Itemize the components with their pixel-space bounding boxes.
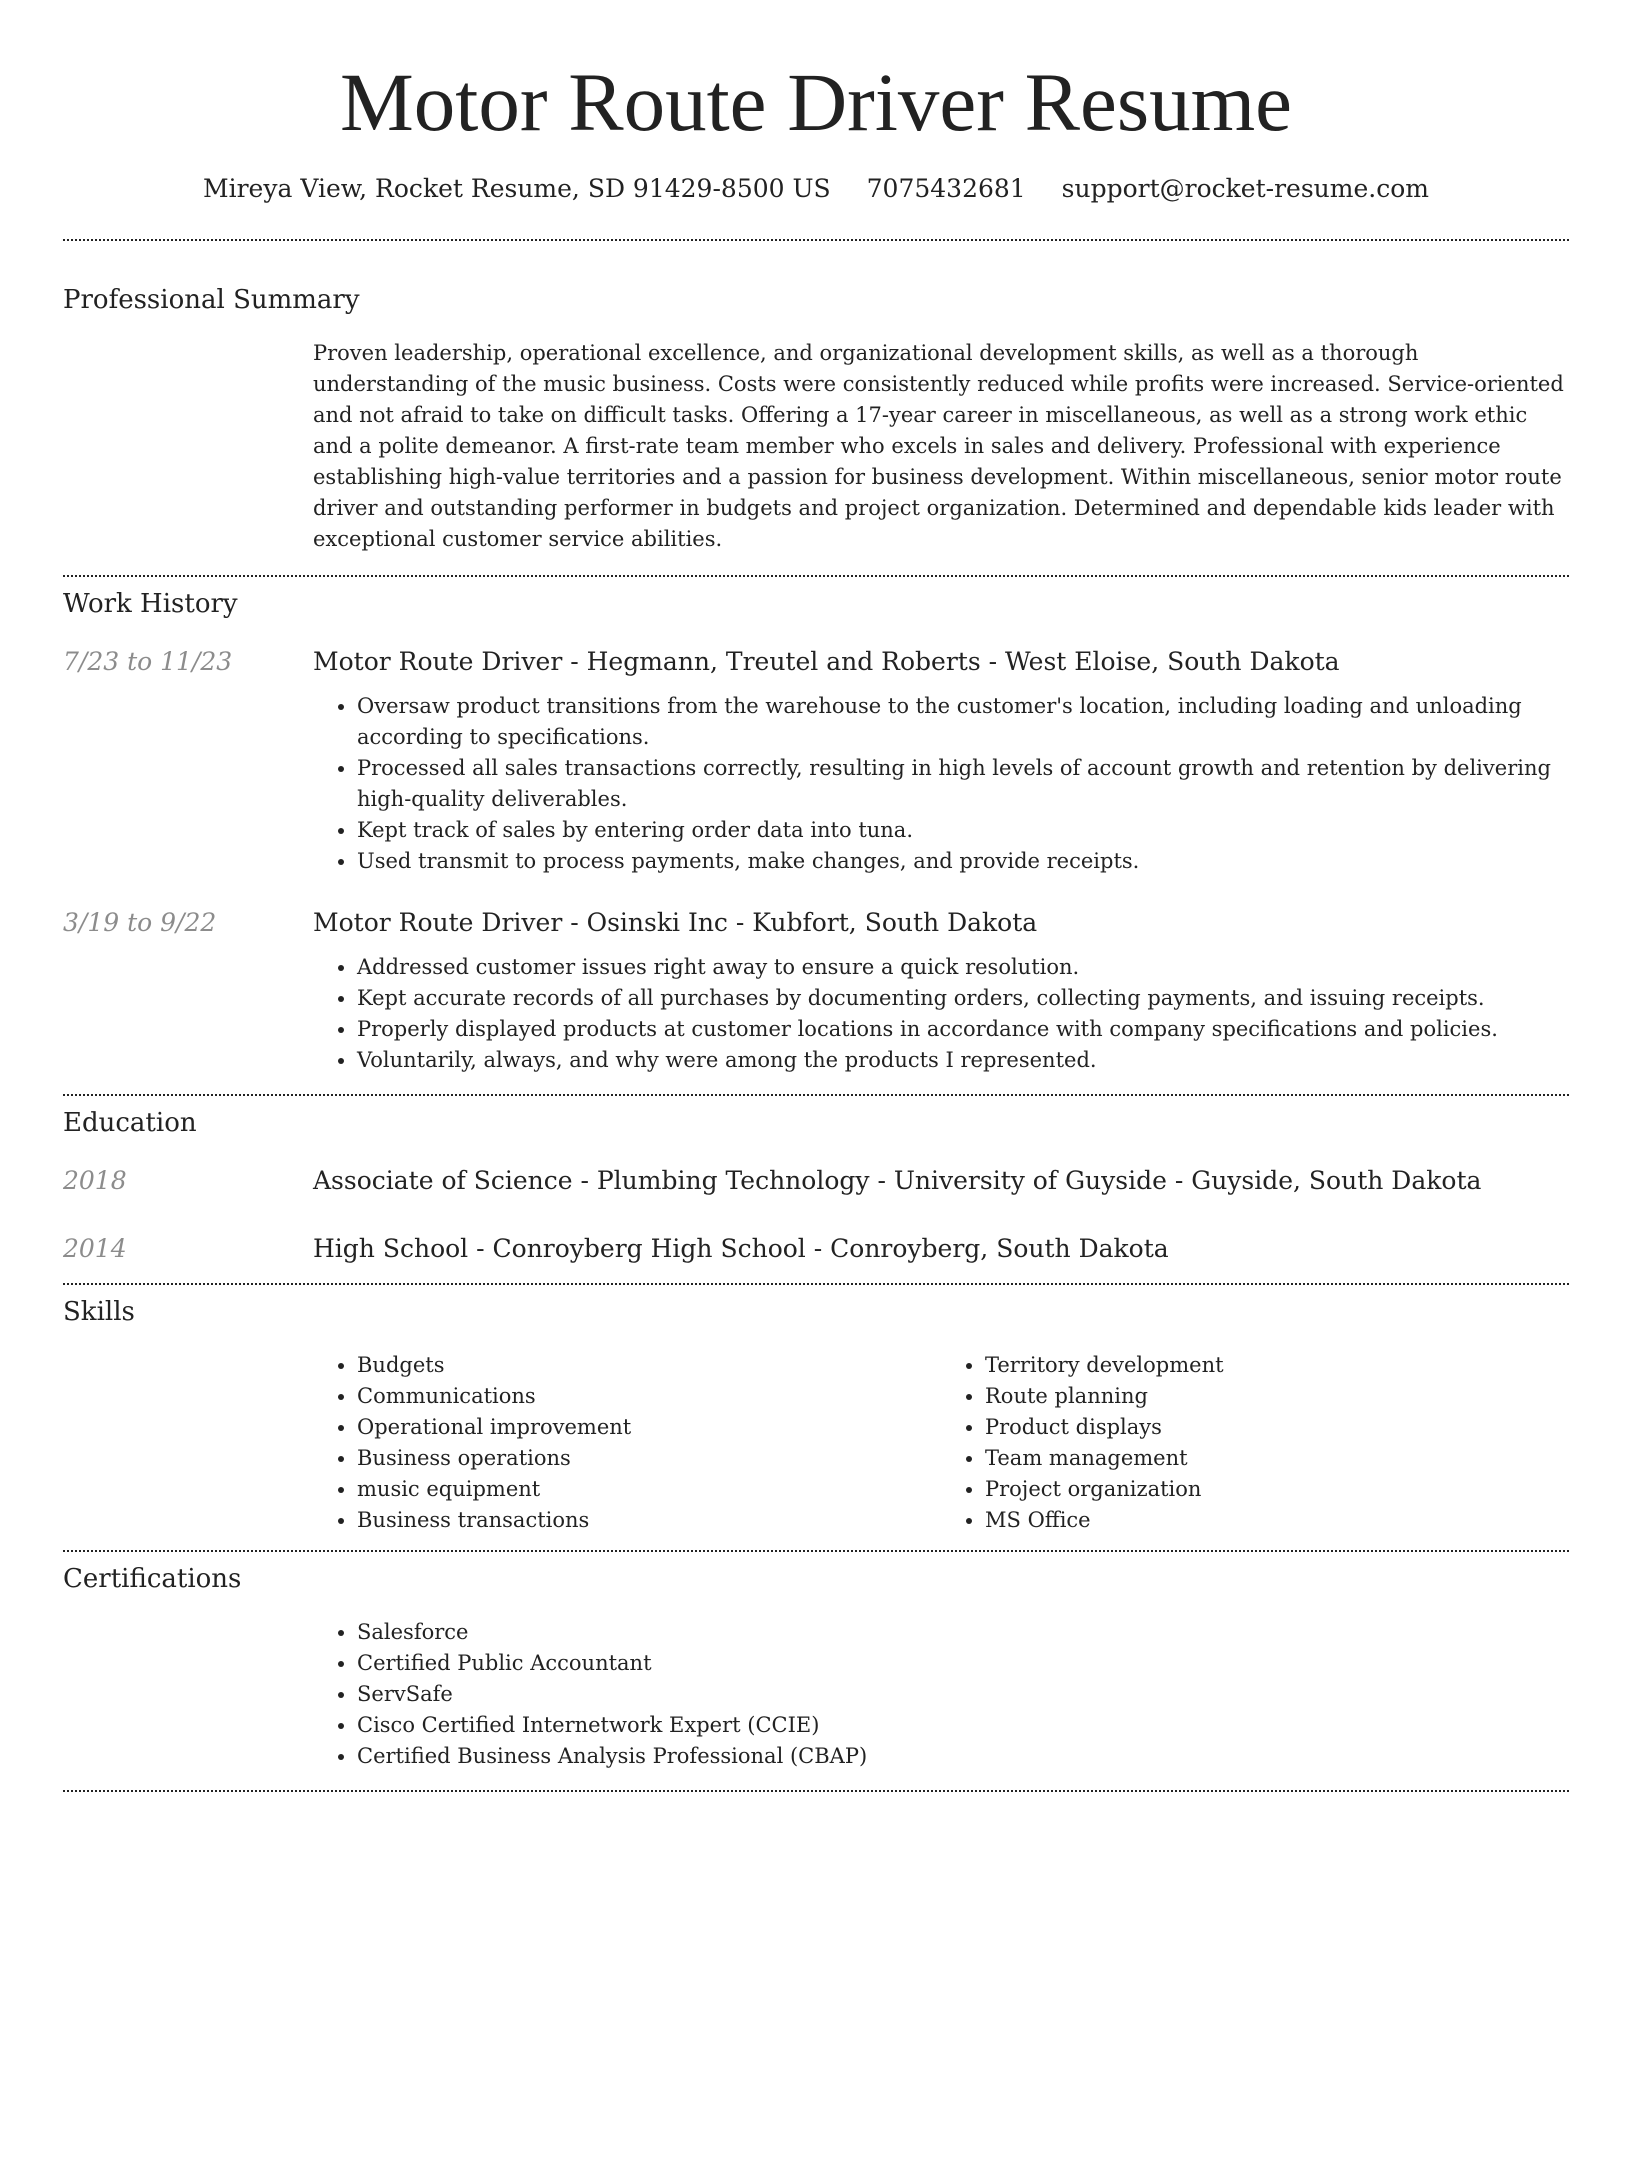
list-item: • Product displays <box>985 1412 1569 1443</box>
skills-section <box>63 1296 1569 1536</box>
divider <box>63 1283 1569 1285</box>
list-item: • Used transmit to process payments, make changes, and provide receipts. <box>357 846 1569 877</box>
section-heading: Certifications <box>63 1564 242 1594</box>
list-item: • Business transactions <box>357 1505 941 1536</box>
education-detail: High School - Conroyberg High School - Conroyberg, South Dakota <box>313 1234 1169 1263</box>
list-item: • Oversaw product transitions from the warehouse to the customer's location, including loading and unloading according to specifications. <box>357 691 1569 753</box>
education-detail: Associate of Science - Plumbing Technology - University of Guyside - Guyside, South Dakota <box>313 1166 1482 1195</box>
resume-page <box>0 52 1632 2164</box>
list-item: • Cisco Certified Internetwork Expert (CCIE) <box>357 1710 1569 1741</box>
education-entry <box>63 1233 1569 1265</box>
divider <box>63 1094 1569 1096</box>
contact-address: Mireya View, Rocket Resume, SD 91429-8500 US <box>203 174 831 203</box>
list-item: • Business operations <box>357 1443 941 1474</box>
contact-email: support@rocket-resume.com <box>1061 174 1429 203</box>
list-item: • music equipment <box>357 1474 941 1505</box>
list-item: • MS Office <box>985 1505 1569 1536</box>
list-item: • Team management <box>985 1443 1569 1474</box>
list-item: • Kept track of sales by entering order data into tuna. <box>357 815 1569 846</box>
section-heading: Skills <box>63 1297 135 1327</box>
list-item: • Communications <box>357 1381 941 1412</box>
work-history-section <box>63 588 1569 1076</box>
job-dates: 7/23 to 11/23 <box>63 647 233 676</box>
certifications-list <box>313 1617 1569 1772</box>
list-item: • Voluntarily, always, and why were among the products I represented. <box>357 1045 1569 1076</box>
skills-list-right <box>941 1350 1569 1536</box>
job-bullets <box>313 952 1569 1076</box>
job-entry <box>63 646 1569 877</box>
list-item: • Addressed customer issues right away to ensure a quick resolution. <box>357 952 1569 983</box>
education-entry <box>63 1165 1569 1197</box>
divider <box>63 1790 1569 1792</box>
job-title: Motor Route Driver - Osinski Inc - Kubfort, South Dakota <box>313 908 1038 937</box>
divider <box>63 575 1569 577</box>
list-item: • Processed all sales transactions correctly, resulting in high levels of account growth and retention by delivering high-quality deliverables. <box>357 753 1569 815</box>
contact-info <box>63 172 1569 206</box>
list-item: • Certified Public Accountant <box>357 1648 1569 1679</box>
contact-phone: 7075432681 <box>866 174 1026 203</box>
skills-grid <box>313 1350 1569 1536</box>
summary-text: Proven leadership, operational excellence, and organizational development skills, as well as a thorough understanding of the music business. Costs were consistently reduced while profits were increased. Service-oriented and not afraid to take on difficult tasks. Offering a 17-year career in miscellaneous, as well as a strong work ethic and a polite demeanor. A first-rate team member who excels in sales and delivery. Professional with experience establishing high-value territories and a passion for business development. Within miscellaneous, senior motor route driver and outstanding performer in budgets and project organization. Determined and dependable kids leader with exceptional customer service abilities. <box>313 341 1564 551</box>
job-title: Motor Route Driver - Hegmann, Treutel and Roberts - West Eloise, South Dakota <box>313 647 1340 676</box>
skills-list-left <box>313 1350 941 1536</box>
list-item: • Properly displayed products at customer locations in accordance with company specifications and policies. <box>357 1014 1569 1045</box>
list-item: • Budgets <box>357 1350 941 1381</box>
education-year: 2018 <box>63 1166 127 1195</box>
section-heading: Education <box>63 1108 197 1138</box>
education-year: 2014 <box>63 1234 127 1263</box>
certifications-section <box>63 1563 1569 1772</box>
resume-title: Motor Route Driver Resume <box>339 56 1293 148</box>
section-heading: Work History <box>63 589 238 619</box>
list-item: • Salesforce <box>357 1617 1569 1648</box>
divider <box>63 239 1569 241</box>
list-item: • Kept accurate records of all purchases by documenting orders, collecting payments, and issuing receipts. <box>357 983 1569 1014</box>
section-heading: Professional Summary <box>63 285 360 315</box>
list-item: • Route planning <box>985 1381 1569 1412</box>
job-dates: 3/19 to 9/22 <box>63 908 217 937</box>
list-item: • Project organization <box>985 1474 1569 1505</box>
divider <box>63 1550 1569 1552</box>
list-item: • Operational improvement <box>357 1412 941 1443</box>
job-bullets <box>313 691 1569 877</box>
education-section <box>63 1107 1569 1265</box>
list-item: • ServSafe <box>357 1679 1569 1710</box>
list-item: • Certified Business Analysis Professional (CBAP) <box>357 1741 1569 1772</box>
list-item: • Territory development <box>985 1350 1569 1381</box>
summary-section <box>63 284 1569 555</box>
job-entry <box>63 907 1569 1076</box>
